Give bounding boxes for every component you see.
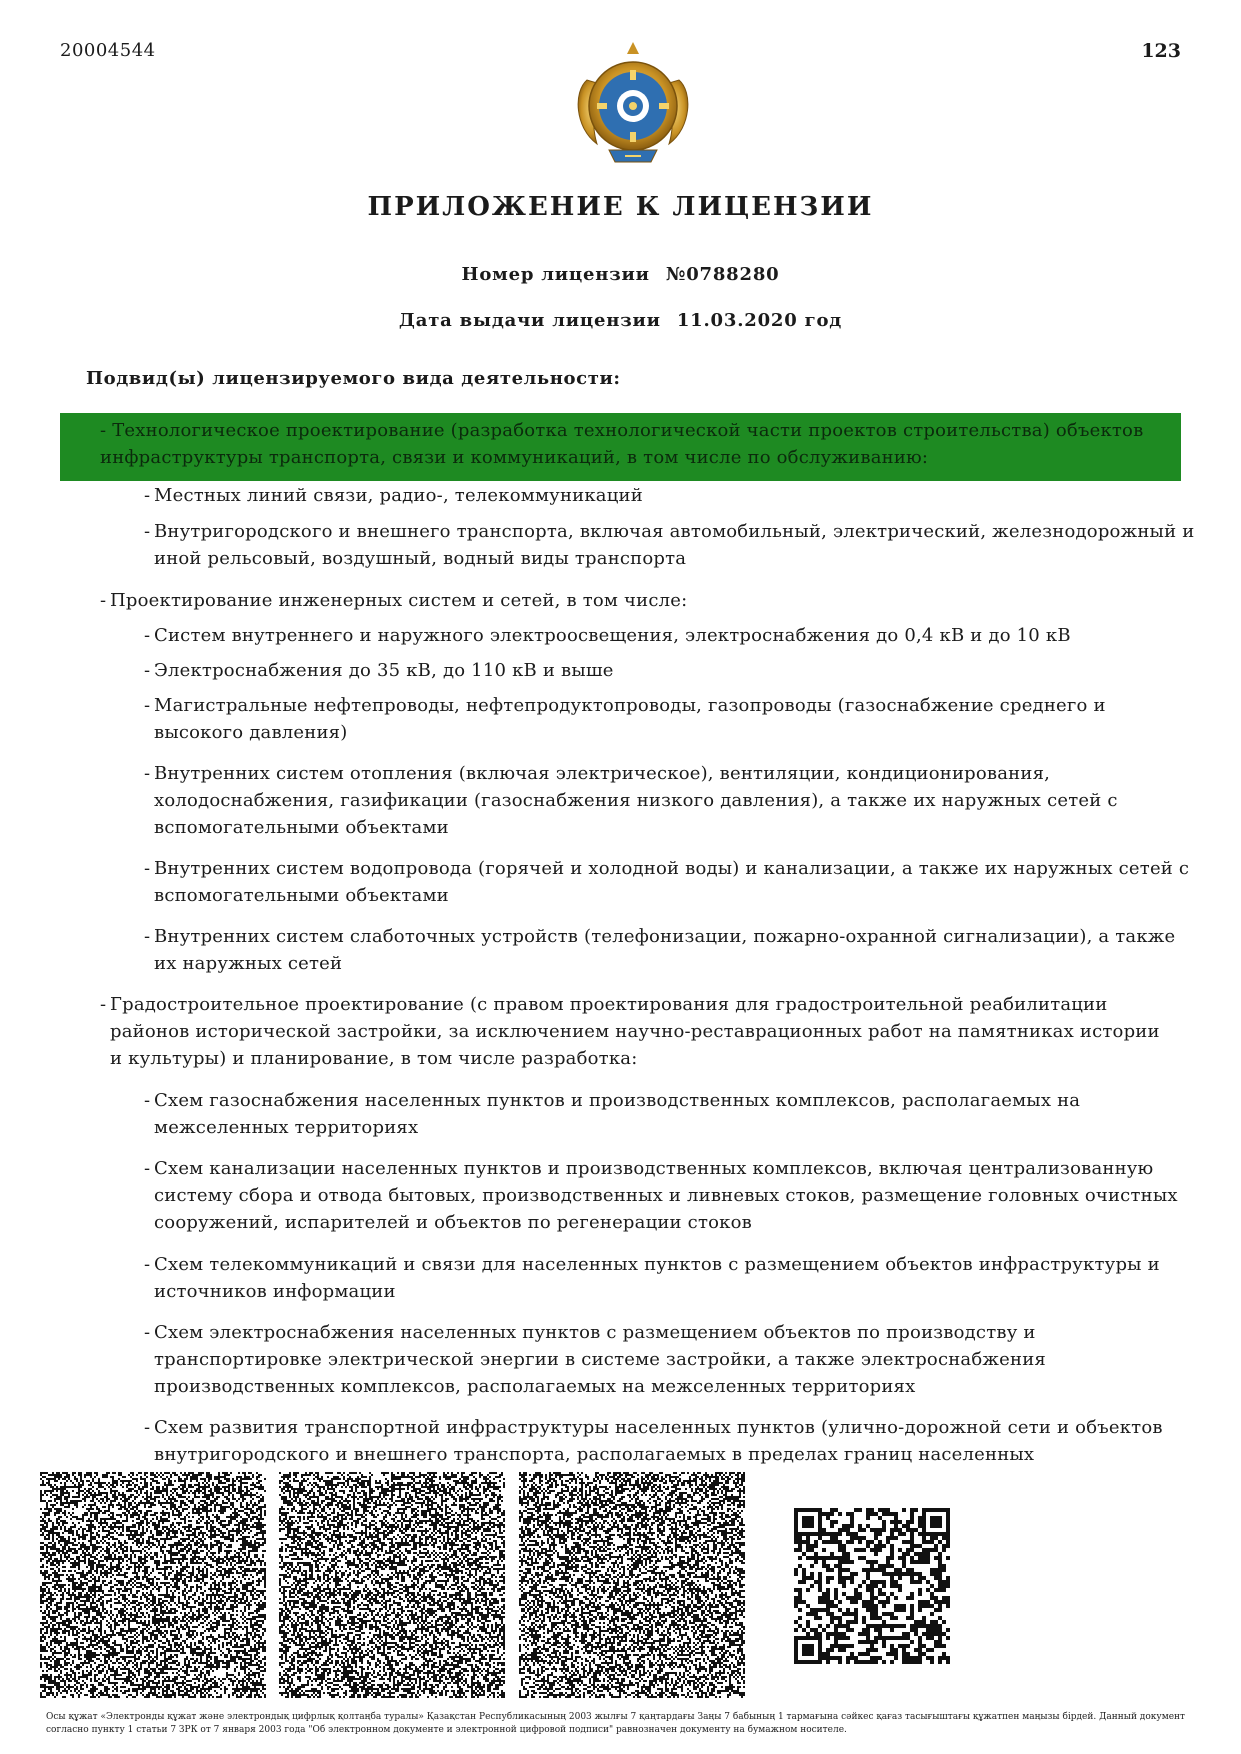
license-number-value: №0788280 bbox=[665, 264, 780, 285]
list-item-text: Внутренних систем слаботочных устройств (телефонизации, пожарно-охранной сигнализации), а также их наружных сетей bbox=[154, 926, 1176, 974]
legal-footer: Осы құжат «Электронды құжат және электрондық цифрлық қолтаңба туралы» Қазақстан Республикасының 2003 жылғы 7 қаңтардағы Заңы 7 бабының 1 тармағына сәйкес қағаз тасығыштағы құжатпен маңызы бірдей. Данный документ согласно пункту 1 статьи 7 ЗРК от 7 января 2003 года "Об электронном документе и электронной цифровой подписи" равнозначен документу на бумажном носителе. bbox=[46, 1712, 1185, 1735]
license-date-line bbox=[0, 310, 1241, 331]
subtypes-heading: Подвид(ы) лицензируемого вида деятельности: bbox=[86, 368, 621, 389]
list-item-text: Схем телекоммуникаций и связи для населенных пунктов с размещением объектов инфраструктуры и источников информации bbox=[154, 1254, 1160, 1302]
list-item: - Проектирование инженерных систем и сетей, в том числе: bbox=[100, 590, 688, 611]
list-item: - Внутригородского и внешнего транспорта, включая автомобильный, электрический, железнодорожный и иной рельсовый, воздушный, водный виды транспорта bbox=[144, 521, 1195, 569]
list-item: - Систем внутреннего и наружного электроосвещения, электроснабжения до 0,4 кВ и до 10 кВ bbox=[144, 625, 1071, 646]
list-item-text: Схем развития транспортной инфраструктуры населенных пунктов (улично-дорожной сети и объектов внутригородского и внешнего транспорта, располагаемых в пределах границ населенных bbox=[154, 1417, 1163, 1465]
list-item: - Внутренних систем слаботочных устройств (телефонизации, пожарно-охранной сигнализации), а также их наружных сетей bbox=[144, 926, 1176, 974]
page-title: ПРИЛОЖЕНИЕ К ЛИЦЕНЗИИ bbox=[367, 192, 874, 222]
list-item-text: Технологическое проектирование (разработка технологической части проектов строительства) объектов инфраструктуры транспорта, связи и коммуникаций, в том числе по обслуживанию: bbox=[100, 420, 1144, 468]
list-item-text: Внутренних систем отопления (включая электрическое), вентиляции, кондиционирования, холодоснабжения, газификации (газоснабжения низкого давления), а также их наружных сетей с вспомогательными объектами bbox=[154, 763, 1118, 838]
list-item: - Градостроительное проектирование (с правом проектирования для градостроительной реабилитации районов исторической застройки, за исключением научно-реставрационных работ на памятниках истории и культуры) и планирование, в том числе разработка: bbox=[100, 994, 1160, 1069]
list-item: - Схем развития транспортной инфраструктуры населенных пунктов (улично-дорожной сети и объектов внутригородского и внешнего транспорта, располагаемых в пределах границ населенных bbox=[144, 1417, 1163, 1465]
list-item-text: Схем канализации населенных пунктов и производственных комплексов, включая централизованную систему сбора и отвода бытовых, производственных и ливневых стоков, размещение головных очистных сооружений, испарителей и объектов по регенерации стоков bbox=[154, 1158, 1178, 1233]
page-number: 123 bbox=[1141, 40, 1181, 62]
qr-code-icon bbox=[40, 1472, 266, 1698]
list-item-text: Градостроительное проектирование (с правом проектирования для градостроительной реабилитации районов исторической застройки, за исключением научно-реставрационных работ на памятниках истории и культуры) и планирование, в том числе разработка: bbox=[110, 994, 1160, 1069]
qr-code-icon bbox=[794, 1508, 950, 1664]
qr-code-icon bbox=[279, 1472, 505, 1698]
license-date-label: Дата выдачи лицензии bbox=[398, 310, 661, 331]
list-item-text: Внутригородского и внешнего транспорта, включая автомобильный, электрический, железнодорожный и иной рельсовый, воздушный, водный виды транспорта bbox=[154, 521, 1195, 569]
list-item: - Схем телекоммуникаций и связи для населенных пунктов с размещением объектов инфраструктуры и источников информации bbox=[144, 1254, 1160, 1302]
list-item-text: Схем электроснабжения населенных пунктов с размещением объектов по производству и транспортировке электрической энергии в системе застройки, а также электроснабжения производственных комплексов, располагаемых на межселенных территориях bbox=[154, 1322, 1046, 1397]
document-id: 20004544 bbox=[60, 40, 156, 61]
list-item-text: Электроснабжения до 35 кВ, до 110 кВ и выше bbox=[154, 660, 614, 681]
list-item-dash: - bbox=[100, 420, 113, 441]
highlighted-item bbox=[60, 413, 1181, 481]
list-item: - Магистральные нефтепроводы, нефтепродуктопроводы, газопроводы (газоснабжение среднего и высокого давления) bbox=[144, 695, 1106, 743]
license-date-value: 11.03.2020 год bbox=[676, 310, 843, 331]
list-item-text: Проектирование инженерных систем и сетей, в том числе: bbox=[110, 590, 688, 611]
list-item-text: Схем газоснабжения населенных пунктов и производственных комплексов, располагаемых на межселенных территориях bbox=[154, 1090, 1081, 1138]
kazakhstan-emblem-icon bbox=[569, 40, 697, 170]
list-item: - Внутренних систем отопления (включая электрическое), вентиляции, кондиционирования, холодоснабжения, газификации (газоснабжения низкого давления), а также их наружных сетей с вспомогательными объектами bbox=[144, 763, 1118, 838]
qr-code-icon bbox=[519, 1472, 745, 1698]
list-item: - Электроснабжения до 35 кВ, до 110 кВ и выше bbox=[144, 660, 614, 681]
list-item-text: Местных линий связи, радио-, телекоммуникаций bbox=[154, 485, 643, 506]
qr-codes-row bbox=[0, 1472, 1241, 1702]
list-item: - Схем газоснабжения населенных пунктов и производственных комплексов, располагаемых на межселенных территориях bbox=[144, 1090, 1081, 1138]
list-item-text: Магистральные нефтепроводы, нефтепродуктопроводы, газопроводы (газоснабжение среднего и высокого давления) bbox=[154, 695, 1106, 743]
license-number-line bbox=[0, 264, 1241, 285]
list-item: - Внутренних систем водопровода (горячей и холодной воды) и канализации, а также их наружных сетей с вспомогательными объектами bbox=[144, 858, 1190, 906]
license-number-label: Номер лицензии bbox=[461, 264, 650, 285]
list-item: - Схем электроснабжения населенных пунктов с размещением объектов по производству и транспортировке электрической энергии в системе застройки, а также электроснабжения производственных комплексов, располагаемых на межселенных территориях bbox=[144, 1322, 1046, 1397]
list-item-text: Внутренних систем водопровода (горячей и холодной воды) и канализации, а также их наружных сетей с вспомогательными объектами bbox=[154, 858, 1190, 906]
list-item-text: Систем внутреннего и наружного электроосвещения, электроснабжения до 0,4 кВ и до 10 кВ bbox=[154, 625, 1071, 646]
list-item: - Схем канализации населенных пунктов и производственных комплексов, включая централизованную систему сбора и отвода бытовых, производственных и ливневых стоков, размещение головных очистных сооружений, испарителей и объектов по регенерации стоков bbox=[144, 1158, 1178, 1233]
highlighted-item-text bbox=[100, 417, 1160, 471]
list-item: - Местных линий связи, радио-, телекоммуникаций bbox=[144, 485, 643, 506]
